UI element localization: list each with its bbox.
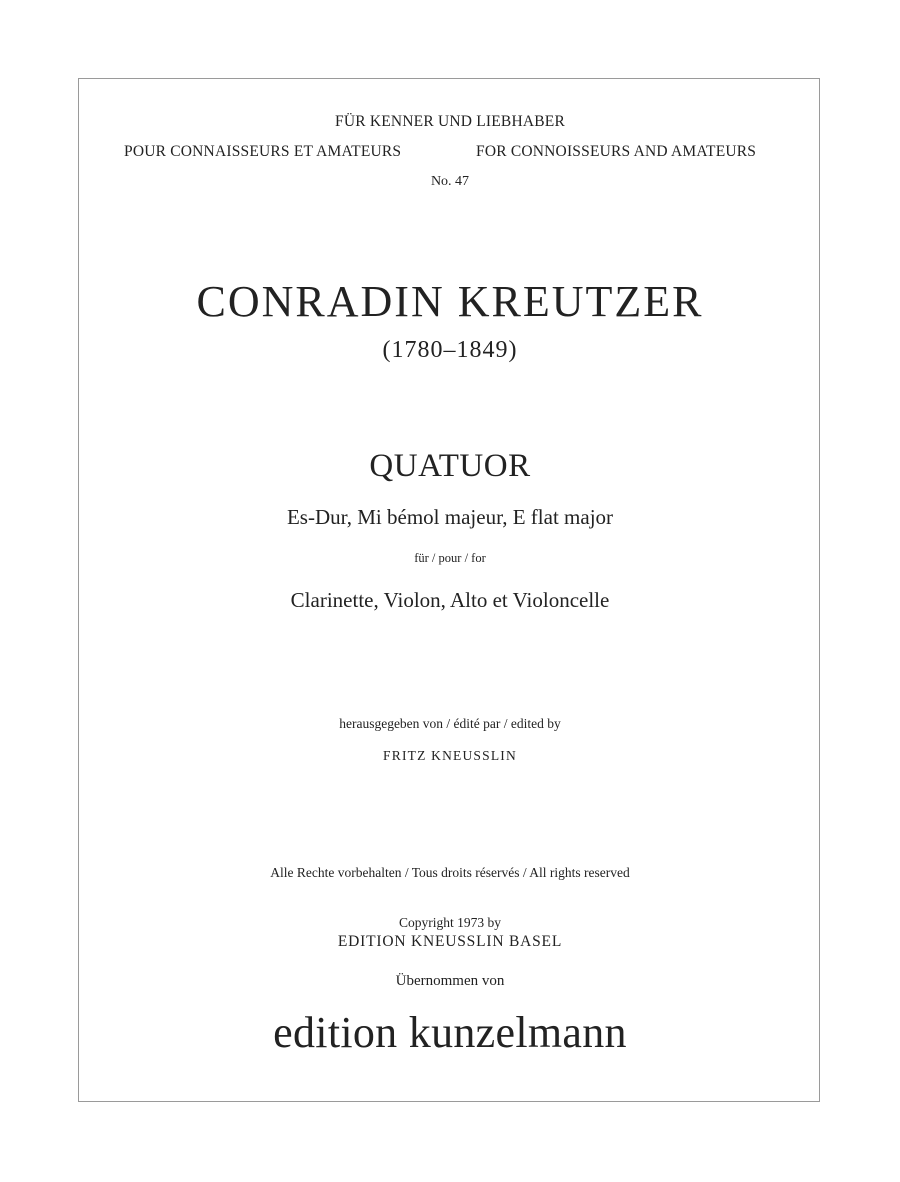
rights-notice: Alle Rechte vorbehalten / Tous droits réservés / All rights reserved: [270, 865, 630, 880]
instrumentation: Clarinette, Violon, Alto et Violoncelle: [290, 588, 610, 612]
edited-by-label: herausgegeben von / édité par / edited by: [339, 716, 561, 731]
composer-name: CONRADIN KREUTZER: [196, 277, 704, 326]
series-title-english: FOR CONNOISSEURS AND AMATEURS: [476, 143, 757, 160]
series-title-german: FÜR KENNER UND LIEBHABER: [335, 113, 565, 130]
for-label: für / pour / for: [414, 551, 486, 565]
copyright-notice: Copyright 1973 by: [398, 915, 501, 930]
editor-name: FRITZ KNEUSSLIN: [383, 748, 517, 763]
series-title-french: POUR CONNAISSEURS ET AMATEURS: [124, 143, 402, 160]
taken-over-label: Übernommen von: [395, 973, 505, 989]
publisher-name: edition kunzelmann: [273, 1008, 627, 1057]
composer-dates: (1780–1849): [382, 337, 518, 363]
work-key: Es-Dur, Mi bémol majeur, E flat major: [286, 505, 614, 529]
original-publisher: EDITION KNEUSSLIN BASEL: [337, 933, 563, 950]
work-title: QUATUOR: [369, 448, 531, 484]
series-number: No. 47: [430, 174, 470, 189]
